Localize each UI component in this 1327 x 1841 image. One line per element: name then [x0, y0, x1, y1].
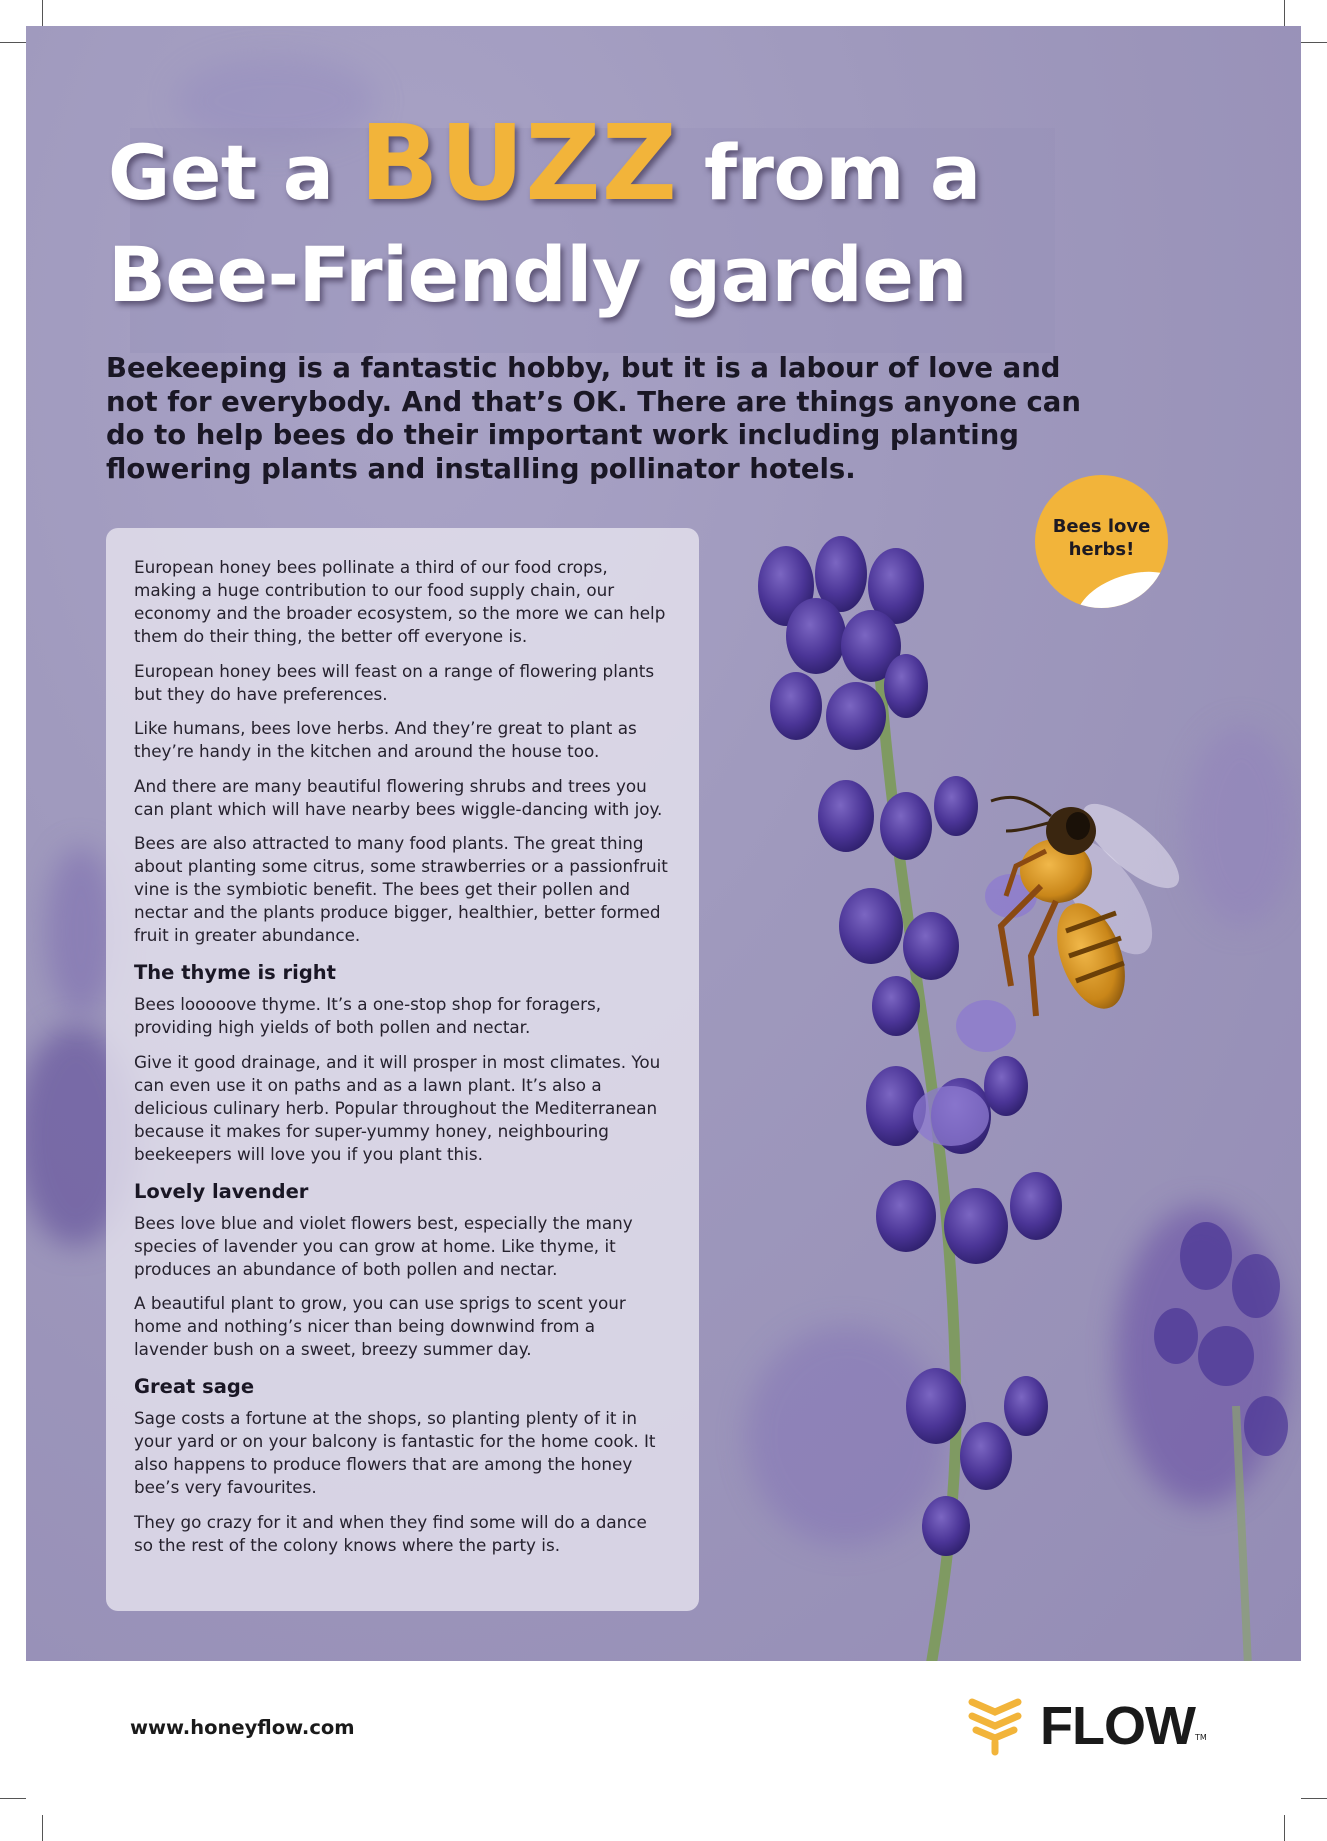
body-paragraph: European honey bees will feast on a range of flowering plants but they do have preferences. — [134, 660, 655, 704]
body-paragraph: Bees are also attracted to many food plants. The great thing about planting some citrus, some strawberries or a passionfruit vine is the symbiotic benefit. The bees get their pollen and nectar and the plants produce bigger, healthier, better formed fruit in greater abundance. — [134, 833, 668, 945]
body-paragraph: Bees looooove thyme. It’s a one-stop shop for foragers, providing high yields of both pollen and nectar. — [134, 994, 602, 1037]
body-paragraph: European honey bees pollinate a third of our food crops, making a huge contribution to our food supply chain, our economy and the broader ecosystem, so the more we can help them do their thing, the better off everyone is. — [134, 557, 666, 646]
logo-wordmark: FLOW — [1040, 1696, 1195, 1756]
body-paragraph: A beautiful plant to grow, you can use sprigs to scent your home and nothing’s nicer than being downwind from a lavender bush on a sweet, breezy summer day. — [134, 1293, 626, 1359]
trademark-symbol: TM — [1194, 1733, 1207, 1742]
badge-line1: Bees love — [1052, 516, 1151, 537]
page-curl-decoration — [1068, 559, 1168, 608]
honeycomb-chevron-icon — [968, 1696, 1022, 1756]
herbs-badge — [1035, 475, 1168, 608]
headline — [108, 102, 1048, 326]
crop-mark — [42, 1815, 43, 1841]
badge-line2: herbs! — [1068, 539, 1135, 560]
badge-text — [1052, 515, 1152, 561]
body-paragraph: Give it good drainage, and it will prosper in most climates. You can even use it on paths and as a lawn plant. It’s also a delicious culinary herb. Popular throughout the Mediterranean because it makes for super-yummy honey, neighbouring beekeepers will love you if you plant this. — [134, 1051, 661, 1164]
section-heading-thyme: The thyme is right — [134, 961, 336, 984]
flow-logo — [968, 1696, 1207, 1756]
body-paragraph: And there are many beautiful flowering shrubs and trees you can plant which will have nearby bees wiggle-dancing with joy. — [134, 775, 663, 819]
crop-mark — [0, 42, 26, 43]
intro-paragraph: Beekeeping is a fantastic hobby, but it is a labour of love and not for everybody. And that’s OK. There are things anyone can do to help bees do their important work including planting flowering plants and installing pollinator hotels. — [106, 352, 1081, 485]
headline-part1: Get a — [108, 128, 334, 217]
website-link[interactable]: www.honeyflow.com — [130, 1716, 355, 1739]
bee-icon — [991, 791, 1191, 1018]
headline-part2: from a — [703, 128, 981, 217]
headline-highlight: BUZZ — [359, 102, 679, 224]
crop-mark — [0, 1798, 26, 1799]
body-paragraph: They go crazy for it and when they find some will do a dance so the rest of the colony knows where the party is. — [134, 1511, 647, 1555]
body-paragraph: Bees love blue and violet flowers best, especially the many species of lavender you can grow at home. Like thyme, it produces an abundance of both pollen and nectar. — [134, 1212, 633, 1279]
section-heading-lavender: Lovely lavender — [134, 1179, 309, 1203]
crop-mark — [42, 0, 43, 26]
body-paragraph: Sage costs a fortune at the shops, so planting plenty of it in your yard or on your balcony is fantastic for the home cook. It also happens to produce flowers that are among the honey bee’s very favourites. — [134, 1408, 656, 1497]
crop-mark — [1284, 0, 1285, 26]
crop-mark — [1301, 1798, 1327, 1799]
crop-mark — [1301, 42, 1327, 43]
body-paragraph: Like humans, bees love herbs. And they’re great to plant as they’re handy in the kitchen and around the house too. — [134, 718, 637, 761]
article-body — [106, 528, 699, 1611]
crop-mark — [1284, 1815, 1285, 1841]
section-heading-sage: Great sage — [134, 1375, 255, 1398]
headline-line2: Bee-Friendly garden — [108, 230, 967, 319]
